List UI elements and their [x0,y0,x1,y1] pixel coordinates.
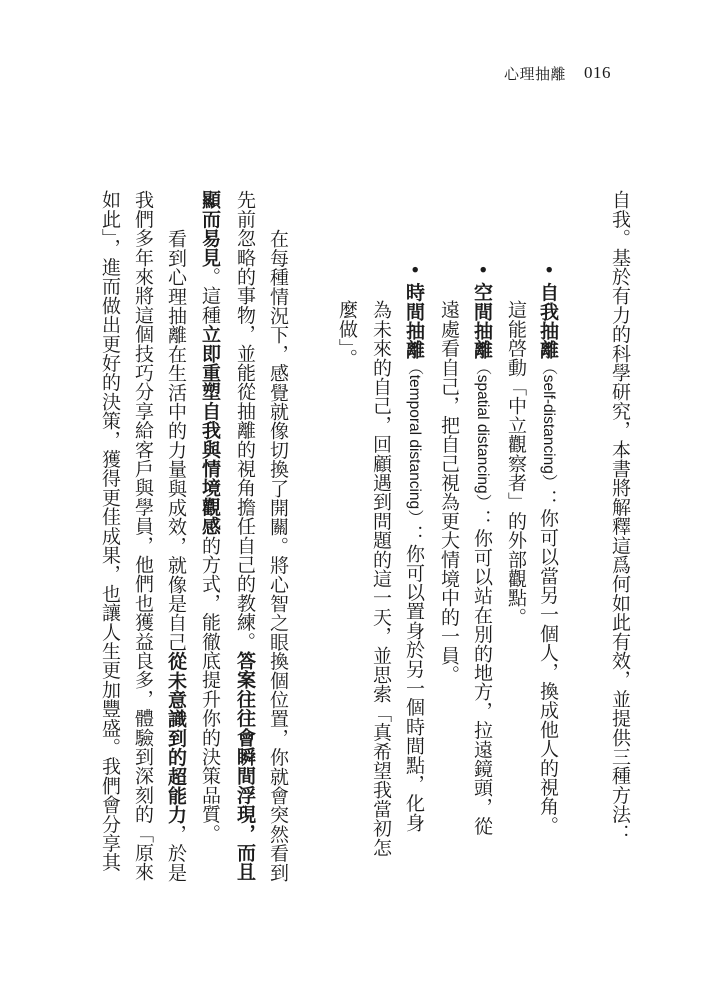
method-description-continued: 為未來的自己，回顧遇到問題的這一天，並思索「真希望我當初怎 [370,300,392,857]
body-line [93,190,127,872]
page-number: 016 [584,63,611,82]
list-bullet: • [403,264,425,276]
body-text: 如此」，進而做出更好的決策，獲得更佳成果，也讓人生更加豐盛。我們會分享其 [99,190,121,872]
method-term: 空間抽離 [471,282,493,360]
method-description-continued: 這能啓動「中立觀察者」的外部觀點。 [505,300,527,627]
body-text: ，於是 [165,824,187,882]
method-description-continued: 麼做」。 [336,300,358,368]
emphasis-text: 立即重塑自我與情境觀感 [199,324,221,536]
emphasis-text: 從未意識到的超能力 [165,651,187,825]
method-term: 時間抽離 [403,282,425,360]
list-bullet: • [471,264,493,276]
method-item-spatial-distancing [465,264,499,836]
method-english-term: （temporal distancing） [406,359,423,525]
method-description: ：你可以置身於另一個時間點，化身 [403,524,425,832]
body-text: 的方式，能徹底提升你的決策品質。 [199,535,221,843]
body-line [261,229,295,882]
body-line [193,190,227,843]
body-text: 。這種 [199,266,221,325]
method-term: 自我抽離 [537,282,559,360]
opening-text: 自我。基於有力的科學研究，本書將解釋這爲何如此有效，並提供三種方法： [609,190,631,843]
running-title: 心理抽離 [504,65,567,83]
method-english-term: （spatial distancing） [474,359,491,510]
body-text: 在每種情況下，感覺就像切換了開關。將心智之眼換個位置，你就會突然看到 [267,229,289,882]
emphasis-text: 答案往往會瞬間浮現，而且 [234,650,256,882]
list-bullet: • [537,264,559,276]
body-text: 看到心理抽離在生活中的力量與成效，就像是自己 [165,229,187,652]
method-description-continued: 遠處看自己，把自己視為更大情境中的一員。 [438,300,460,684]
method-description: ：你可以當另一個人，換成他人的視角。 [537,489,559,835]
emphasis-text: 顯而易見 [199,190,221,267]
method-item-self-distancing [531,264,565,835]
body-line [228,190,262,881]
method-english-term: （self-distancing） [540,359,557,490]
method-item-temporal-distancing [397,264,431,832]
body-line [126,190,160,881]
method-description: ：你可以站在別的地方，拉遠鏡頭，從 [471,509,493,836]
body-line [159,229,193,882]
body-text: 先前忽略的事物，並能從抽離的視角擔任自己的教練。 [234,190,256,651]
body-text: 我們多年來將這個技巧分享給客戶與學員，他們也獲益良多，體驗到深刻的「原來 [132,190,154,882]
